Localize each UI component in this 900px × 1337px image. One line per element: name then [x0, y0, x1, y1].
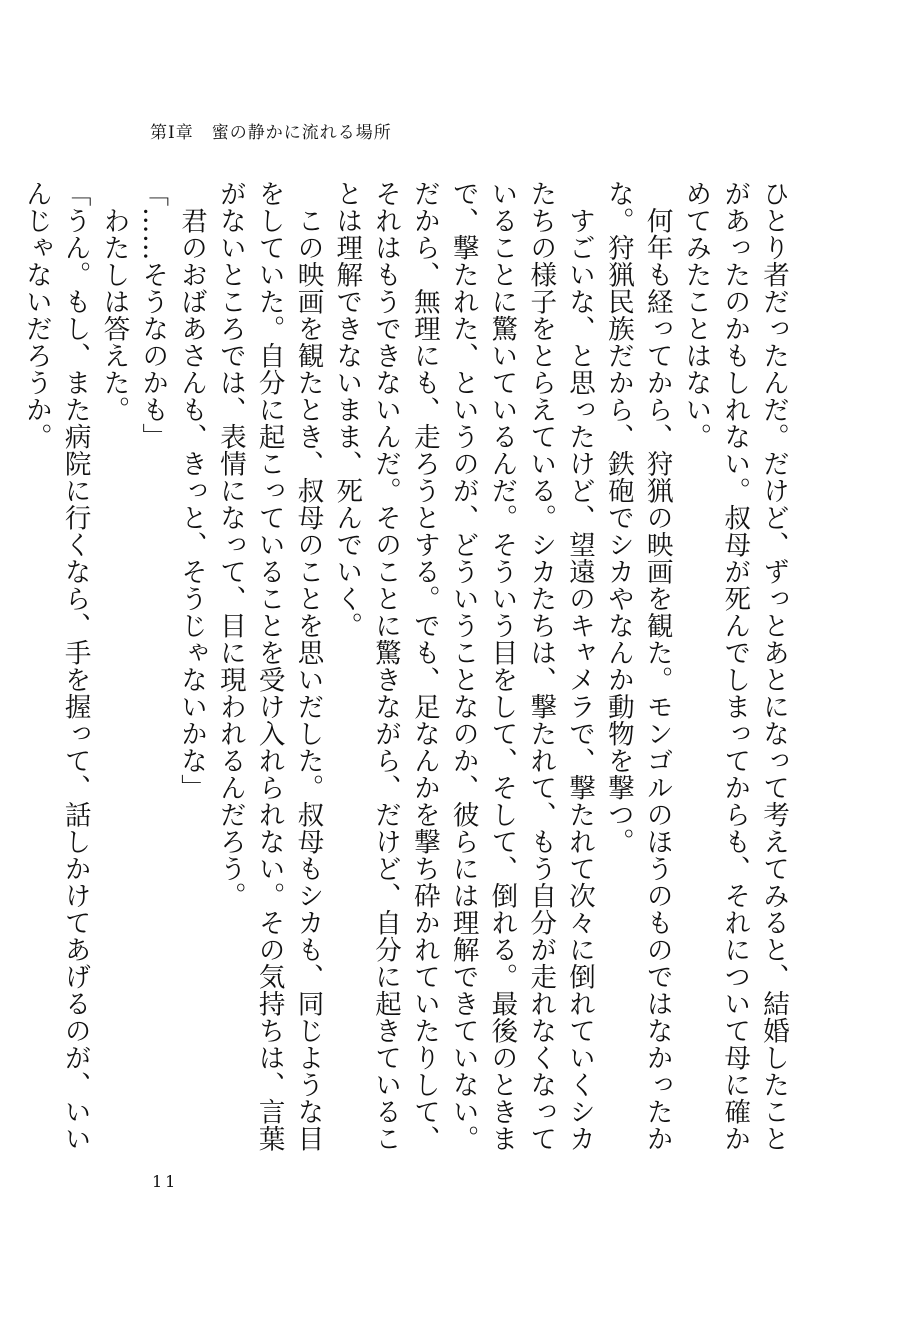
- paragraph: わたしは答えた。: [98, 180, 130, 423]
- page-number: 11: [152, 1172, 179, 1191]
- paragraph: 何年も経ってから、狩猟の映画を観た。モンゴルのほうのものではなかったかな。狩猟民族だから、鉄砲でシカやなんか動物を撃つ。: [602, 180, 673, 1152]
- paragraph: 「うん。もし、また病院に行くなら、手を握って、話しかけてあげるのが、いいんじゃないだろうか。: [20, 180, 91, 1152]
- paragraph: 君のおばあさんも、きっと、そうじゃないかな」: [176, 180, 208, 801]
- running-head-chapter-title: 第Ⅰ章 蜜の静かに流れる場所: [150, 123, 392, 143]
- paragraph: 「……そうなのかも」: [137, 180, 169, 450]
- paragraph: この映画を観たとき、叔母のことを思いだした。叔母もシカも、同じような目をしていた。自分に起こっていることを受け入れられない。その気持ちは、言葉がないところでは、表情になって、目に現われるんだろう。: [214, 180, 324, 1152]
- paragraph: ひとり者だったんだ。だけど、ずっとあとになって考えてみると、結婚したことがあったのかもしれない。叔母が死んでしまってからも、それについて母に確かめてみたことはない。: [680, 180, 789, 1152]
- vertical-body-text: [16, 180, 792, 1170]
- paragraph: すごいな、と思ったけど、望遠のキャメラで、撃たれて次々に倒れていくシカたちの様子をとらえている。シカたちは、撃たれて、もう自分が走れなくなっていることに驚いているんだ。そういう目をして、そして、倒れる。最後のときまで、撃たれた、というのが、どういうことなのか、彼らには理解できていない。だから、無理にも、走ろうとする。でも、足なんかを撃ち砕かれていたりして、それはもうできないんだ。そのことに驚きながら、だけど、自分に起きていることは理解できないまま、死んでいく。: [331, 180, 596, 1152]
